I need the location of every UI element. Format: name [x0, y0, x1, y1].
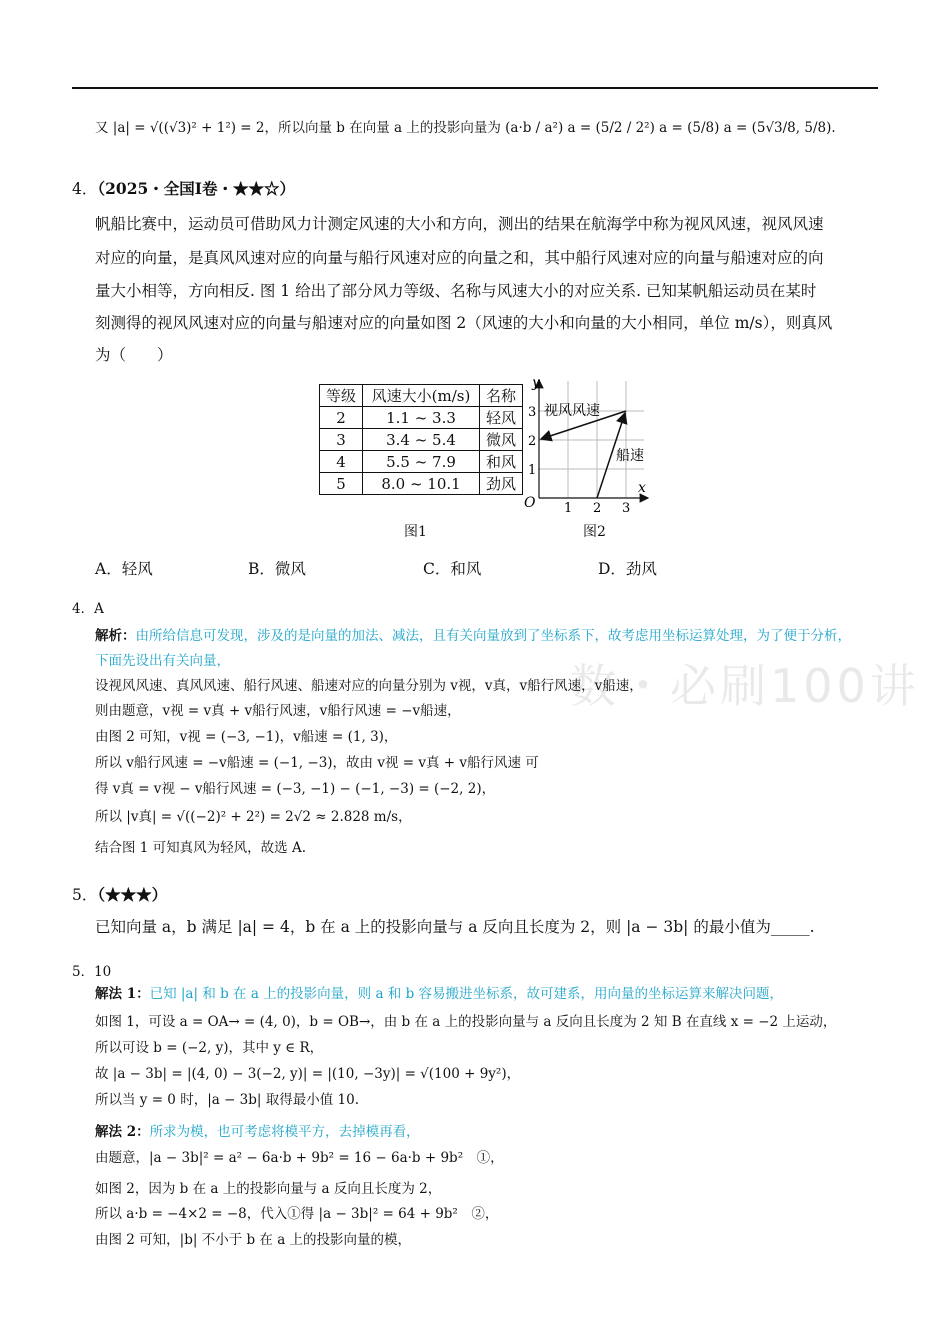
apparent-wind-label: 视风风速	[544, 403, 600, 419]
q5-line: 已知向量 a，b 满足 |a| = 4，b 在 a 上的投影向量与 a 反向且长度为 2，则 |a − 3b| 的最小值为_____.	[95, 918, 815, 936]
option-b: B．微风	[248, 560, 306, 578]
a5-method1	[95, 982, 783, 1002]
y-tick-label: 3	[528, 405, 537, 420]
method-1-hint: 已知 |a| 和 b 在 a 上的投影向量，则 a 和 b 容易搬进坐标系，故可建系，用向量的坐标运算来解决问题，	[149, 986, 784, 1002]
a4-line-1: 设视风风速、真风风速、船行风速、船速对应的向量分别为 v视，v真，v船行风速，v船速，	[95, 678, 643, 694]
option-a: A．轻风	[95, 560, 153, 578]
analysis-hint: 由所给信息可发现，涉及的是向量的加法、减法，且有关向量放到了坐标系下，故考虑用坐标运算处理，为了便于分析，	[135, 628, 851, 644]
table-cell: 1.1 ~ 3.3	[363, 407, 480, 429]
table-cell: 4	[320, 451, 363, 473]
a5-m2-line-3: 所以 a·b = −4×2 = −8，代入①得 |a − 3b|² = 64 + 9b² ②，	[95, 1206, 499, 1222]
option-c: C．和风	[423, 560, 482, 578]
table-cell: 5.5 ~ 7.9	[363, 451, 480, 473]
method-2-label: 解法 2：	[95, 1124, 150, 1140]
q4-tag: （2025・全国Ⅰ卷・★★☆）	[97, 179, 296, 198]
table-cell: 5	[320, 473, 363, 495]
q4-line-5: 为（ ）	[95, 346, 173, 364]
table-cell: 3	[320, 429, 363, 451]
table-cell: 8.0 ~ 10.1	[363, 473, 480, 495]
a5-method2	[95, 1120, 420, 1140]
y-tick-label: 2	[528, 434, 537, 449]
table-row	[320, 429, 523, 451]
a5-m1-line-1: 如图 1，可设 a = OA→ = (4, 0)，b = OB→，由 b 在 a 上的投影向量与 a 反向且长度为 2 知 B 在直线 x = −2 上运动，	[95, 1014, 837, 1030]
y-tick-label: 1	[528, 463, 537, 478]
method-2-hint: 所求为模，也可考虑将模平方，去掉模再看，	[149, 1124, 420, 1140]
table-cell: 劲风	[480, 473, 523, 495]
x-tick-label: 1	[564, 501, 573, 515]
a4-answer: 4．A	[72, 601, 104, 617]
table-header: 风速大小(m/s)	[363, 385, 480, 407]
table-cell: 和风	[480, 451, 523, 473]
q4-heading	[72, 177, 295, 199]
a5-m1-line-2: 所以可设 b = (−2, y)，其中 y ∈ R，	[95, 1040, 324, 1056]
q4-line-4: 刻测得的视风风速对应的向量与船速对应的向量如图 2（风速的大小和向量的大小相同，单位 m/s），则真风	[95, 314, 833, 332]
watermark: 一数・必刷100讲	[520, 659, 920, 713]
table-cell: 3.4 ~ 5.4	[363, 429, 480, 451]
a4-line-6: 所以 |v真| = √((−2)² + 2²) = 2√2 ≈ 2.828 m/s，	[95, 809, 412, 825]
figure-2-caption: 图2	[583, 524, 606, 540]
table-cell: 微风	[480, 429, 523, 451]
table-row	[320, 473, 523, 495]
q5-heading	[72, 883, 167, 905]
x-tick-label: 3	[622, 501, 631, 515]
figure-1-caption: 图1	[404, 524, 427, 540]
x-tick-label: 2	[593, 501, 602, 515]
table-row	[320, 451, 523, 473]
a4-line-3: 由图 2 可知，v视 = (−3, −1)，v船速 = (1, 3)，	[95, 729, 398, 745]
boat-speed-label: 船速	[616, 448, 644, 464]
method-1-label: 解法 1：	[95, 986, 150, 1002]
table-header: 等级	[320, 385, 363, 407]
analysis-label: 解析：	[95, 628, 136, 644]
q4-line-1: 帆船比赛中，运动员可借助风力计测定风速的大小和方向，测出的结果在航海学中称为视风风速，视风风速	[95, 215, 824, 233]
a4-line-5: 得 v真 = v视 − v船行风速 = (−3, −1) − (−1, −3) = (−2, 2)，	[95, 781, 496, 797]
a5-answer: 5．10	[72, 964, 112, 980]
table-cell: 2	[320, 407, 363, 429]
a5-m1-line-4: 所以当 y = 0 时，|a − 3b| 取得最小值 10.	[95, 1092, 360, 1108]
top-solution-line: 又 |a| = √((√3)² + 1²) = 2，所以向量 b 在向量 a 上的投影向量为 (a·b / a²) a = (5/2 / 2²) a = (5/8) a = (5√3/8, 5/8).	[95, 120, 836, 136]
q5-number: 5．	[72, 886, 98, 904]
a5-m2-line-4: 由图 2 可知，|b| 不小于 b 在 a 上的投影向量的模，	[95, 1232, 412, 1248]
y-axis-label: y	[532, 375, 540, 391]
a5-m1-line-3: 故 |a − 3b| = |(4, 0) − 3(−2, y)| = |(10, −3y)| = √(100 + 9y²)，	[95, 1066, 521, 1082]
analysis-hint-2: 下面先设出有关向量，	[95, 653, 230, 669]
a5-m2-line-2: 如图 2，因为 b 在 a 上的投影向量与 a 反向且长度为 2，	[95, 1181, 442, 1197]
q4-line-2: 对应的向量，是真风风速对应的向量与船行风速对应的向量之和，其中船行风速对应的向量与船速对应的向	[95, 249, 824, 267]
table-cell: 轻风	[480, 407, 523, 429]
wind-scale-table	[319, 384, 523, 495]
q5-tag: （★★★）	[97, 885, 168, 904]
q4-number: 4．	[72, 180, 98, 198]
a5-m2-line-1: 由题意，|a − 3b|² = a² − 6a·b + 9b² = 16 − 6a·b + 9b² ①，	[95, 1150, 504, 1166]
q4-line-3: 量大小相等，方向相反. 图 1 给出了部分风力等级、名称与风速大小的对应关系. 已知某帆船运动员在某时	[95, 282, 817, 300]
a4-analysis	[95, 624, 851, 644]
grid-lines	[538, 381, 644, 498]
table-row	[320, 407, 523, 429]
option-d: D．劲风	[598, 560, 657, 578]
header-rule	[72, 87, 878, 89]
x-axis-label: x	[638, 480, 646, 496]
figure-2-vector-plot	[520, 375, 660, 515]
a4-line-4: 所以 v船行风速 = −v船速 = (−1, −3)，故由 v视 = v真 + v船行风速 可	[95, 755, 539, 771]
a4-line-7: 结合图 1 可知真风为轻风，故选 A.	[95, 840, 307, 856]
a4-line-2: 则由题意，v视 = v真 + v船行风速，v船行风速 = −v船速，	[95, 703, 461, 719]
origin-label: O	[524, 495, 536, 511]
table-header: 名称	[480, 385, 523, 407]
table-header-row	[320, 385, 523, 407]
